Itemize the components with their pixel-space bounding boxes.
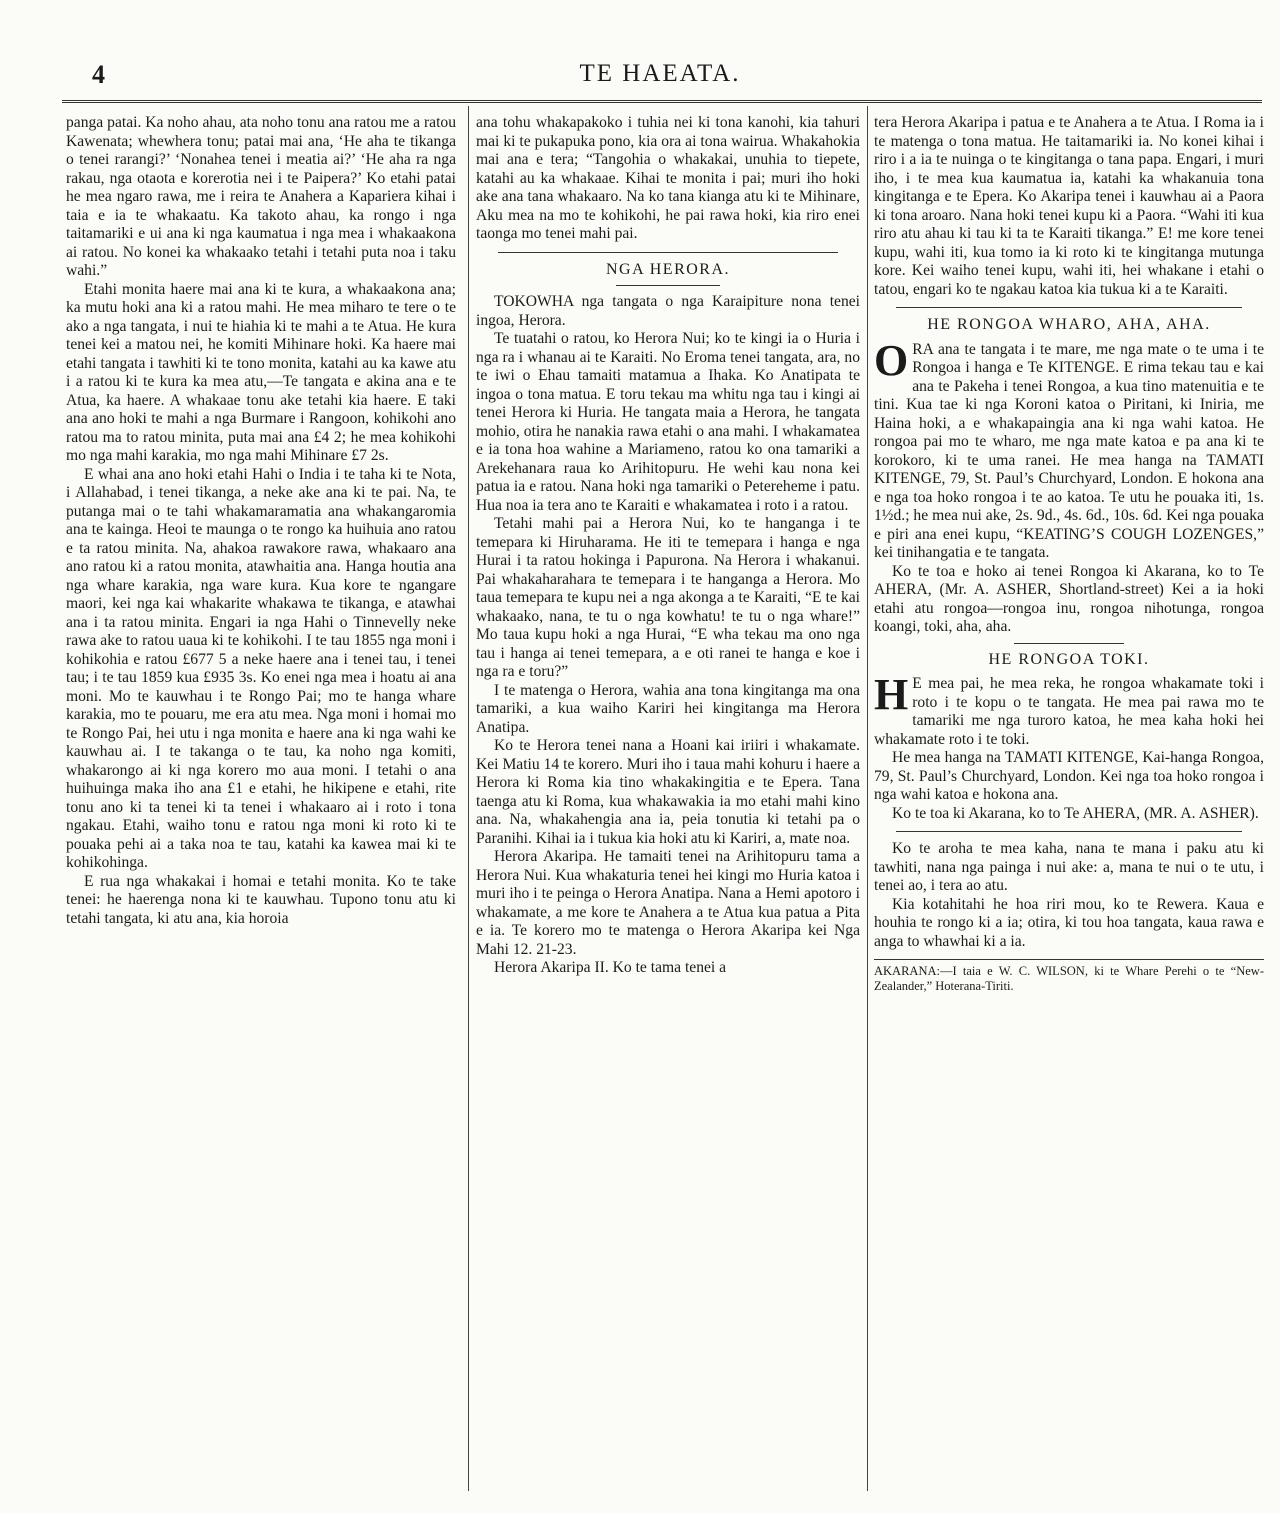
paragraph: ana tohu whakapakoko i tuhia nei ki tona kanohi, kia tahuri mai ki te pukapuka pono, kia ora ai tona wairua. Whakahokia mai ana e tera; “Tangohia o whakakai, unuhia to tiepete, katahi au ka whakaae. Kihai te monita i pai; muri iho hoki ake ana tana whakaaro. Na ko tana kianga atu ki te Mihinare, Aku mea na mo te kohikohi, he pai rawa hoki, kia riro enei taonga mo tenei mahi pai. [476,114,860,242]
column-2 [476,114,860,978]
paragraph: Herora Akaripa II. Ko te tama tenei a [494,959,727,976]
paragraph: Tetahi mahi pai a Herora Nui, ko te hanganga i te temepara ki Hiruharama. He iti te temepara i hanga e nga Hurai i ta ratou hokinga i Papurona. Na Herora i whakanui. Pai whakaharahara te temepara i te hanganga a Herora. Mo taua temepara te kupu nei a nga akonga a te Karaiti, “E te kai whakaako, nana, te tu o nga kowhatu! te tu o nga whare!” Mo taua kupu hoki a nga Hurai, “E wha tekau ma ono nga tau i hanga ai tenei temepara, a e oti ranei te hanga e koe i nga ra e toru?” [476,515,860,680]
column-1 [66,114,456,928]
paragraph: panga patai. Ka noho ahau, ata noho tonu ana ratou me a ratou Kawenata; whewhera tonu; patai mai ana, ‘He aha te tikanga o tenei rarangi?’ ‘Nonahea tenei i meatia ai?’ ‘He aha ra nga rakau, nga otaota e korerotia nei i te Paipera?’ Ko etahi patai he mea ngaro rawa, me i reira te Anahera a Kapariera kihai i taia e ia te whakaatu. Ka takoto ahau, ka rongo i nga taitamariki e ui ana ki nga kaumatua i nga mea i whakaakona ai ratou. No konei ka whakaako tetahi i tetahi puta noa i taku wahi.” [66,114,456,279]
paragraph: Herora Akaripa. He tamaiti tenei na Arihitopuru tama a Herora Nui. Kua whakaturia tenei hei kingi mo Huria katoa i muri iho i te peinga o Herora Anatipa. Nana a Hemi apotoro i whakamate, a me kore te Anahera a te Atua kua patua a Pita e ia. Te korero mo te matenga o Herora Akaripa kei Nga Mahi 12. 21-23. [476,848,860,958]
advert-paragraph: ORA ana te tangata i te mare, me nga mate o te uma i te Rongoa i hanga e Te KITENGE. E rima tekau tau e kai ana te Pakeha i tenei Rongoa, a kua tino matenuitia e te tini. Kua tae ki nga Koroni katoa o Piritani, ki Iniria, me Haina hoki, a e whakapaingia ana ki nga wahi katoa. He rongoa pai mo te wharo, me nga mate katoa e pa ana ki te korokoro, ki te uma ranei. He mea hanga na TAMATI KITENGE, 79, St. Paul’s Churchyard, London. E hokona ana e nga toa hoko rongoa i te ao katoa. Te utu he pouaka iti, 1s. 1½d.; he mea nui ake, 2s. 9d., 4s. 6d., 10s. 6d. Kei nga pouaka e piri ana enei kupu, “KEATING’S COUGH LOZENGES,” kei tinihangatia e te tangata. [874,335,1264,561]
column-divider [867,106,868,1491]
section-rule [498,252,838,253]
paragraph: E rua nga whakakai i homai e tetahi monita. Ko te take tenei: he haerenga nona ki te kauwhau. Tupono tonu atu ki tetahi tangata, ki atu ana, kia horoia [66,872,456,927]
paragraph: I te matenga o Herora, wahia ana tona kingitanga ma ona tamariki, a kua waiho Kariri hei kingitanga ma Herora Anatipa. [476,681,860,736]
paragraph: Etahi monita haere mai ana ki te kura, a whakaakona ana; ka mutu hoki ana ki a ratou mahi. He mea miharo te tere o te ako a nga tangata, i nui te hiahia ki te mahi a te Atua. He kura tenei kei a matou nei, he komiti Mihinare hoki. Ka haere mai etahi tangata i tawhiti ki te tono monita, katahi au ka kawe atu i a ratou ki te kura ka mea atu,—Te tangata e akina ana e te Atua, ka haere. A whakaae tonu ake tetahi kia haere. E taki ana ano hoki te mahi a nga Burmare i Rangoon, kohikohi ano ratou ma to ratou minita, puta mai ana £4 2; he mea kohikohi mo nga mahi karakia, mo nga mahi Mihinare £7 2s. [66,280,456,464]
section-heading: HE RONGOA WHARO, AHA, AHA. [927,316,1211,333]
paragraph: Te tuatahi o ratou, ko Herora Nui; ko te kingi ia o Huria i nga ra i whanau ai te Karaiti. No Eroma tenei tangata, ara, no te iwi o Ehau tamaiti matamua a Ihaka. Ko Anatipata te ingoa o tona matua. E toru tekau ma whitu nga tau i kingi ai tenei Herora ki Huria. He tangata maia a Herora, he tangata mohio, otira he nanakia rawa etahi o ana mahi. I whakamatea e ia tona hoa wahine a Mariameno, ratou ko ona tamariki a Arekehanara raua ko Arihitopuru. He wehi kau nona kei patua ia e ratou. Nana hoki nga tamariki o Petereheme i patu. Hua noa ia tera ano te Karaiti e whakamatea i roto i a ratou. [476,330,860,514]
section-rule [896,831,1242,832]
page-header [62,52,1258,92]
masthead-title: TE HAEATA. [579,60,741,87]
header-rule [62,100,1262,105]
paragraph: E whai ana ano hoki etahi Hahi o India i te taha ki te Nota, i Allahabad, i tenei tikanga, a neke ake ana ki te pai. Na, te putanga mai o te tahi whakamaramatia ana whakangaromia ana te kainga. Heoi te maunga o te rongo ka huihuia ano ratou e ta ratou minita. Na, ahakoa rawakore rawa, whakaaro ana ano ratou ki a ratou monita, atawhaitia ana. Hanga houtia ana nga whare karakia, nga ware kura. Kua kore te ngangare maori, kei nga kai whakarite whakawa te tikanga, e atawhai ana i ta ratou minita. Engari ia nga Hahi o Tinnevelly neke rawa ake to ratou uaua ki te kohikohi. I te tau 1855 nga moni i kohikohia e ratou £677 5 a neke haere ana i tenei tau, i tenei tau; i te tau 1859 kua £935 3s. Ko enei nga mea i hoatu ai ana moni. Mo te kauwhau i te Rongo Pai; mo te hanga whare karakia, mo te pouaru, me era atu mea. Nga moni i homai mo te Rongo Pai, hei utu i nga monita e haere ana ki nga wahi ke kauwhau ai. I te takanga o te tau, ka noho nga komiti, whakarongo ai ki nga korero mo aua moni. I tetahi o ana huihuinga maka iho ana £1 e etahi, he hikipene e etahi, rite tonu ano ki ta tenei ki ta tenei i whakaaro ai i roto i tona ngakau. Etahi, waiho tonu e ratou nga moni ki roto ki te pouaka pehi ai a taka noa te tau, katahi ka kawea mai ki te kohikohinga. [66,465,456,871]
section-heading: HE RONGOA TOKI. [988,650,1150,668]
section-rule [896,307,1242,308]
paragraph: Ko te Herora tenei nana a Hoani kai iriiri i whakamate. Kei Matiu 14 te korero. Muri iho i taua mahi kohuru i haere a Herora ki Roma kia tino whakakingitia e te Epera. Tana taenga atu ki Roma, kua whakawakia ia mo etahi mahi kino ana. Na, whakahengia ana ia, peia tonutia ki tetahi pa o Paranihi. Kihai ia i tukua kia hoki atu ki Kariri, a, mate noa. [476,737,860,847]
section-rule [1014,643,1124,644]
paragraph: TOKOWHA nga tangata o nga Karaipiture nona tenei ingoa, Herora. [476,293,860,329]
section-heading: NGA HERORA. [605,260,731,278]
paragraph: Ko te aroha te mea kaha, nana te mana i paku atu ki tawhiti, nana nga painga i nui ake: a, mana te nui o te utu, i tenei ao, i tera ao atu. [874,840,1264,894]
heading-rule [616,285,720,286]
paragraph: Ko te toa ki Akarana, ko to Te AHERA, (MR. A. ASHER). [892,804,1259,822]
drop-cap: O [874,335,909,385]
column-3 [874,114,1264,994]
paragraph: Ko te toa e hoko ai tenei Rongoa ki Akarana, ko to Te AHERA, (Mr. A. ASHER, Shortland-street) Kei a ia hoki etahi atu rongoa—rongoa inu, rongoa nihotunga, rongoa koangi, toki, aha, aha. [874,562,1264,635]
page-number: 4 [92,60,105,89]
paragraph: He mea hanga na TAMATI KITENGE, Kai-hanga Rongoa, 79, St. Paul’s Churchyard, London. Kei nga toa hoko rongoa i nga wahi katoa e hokona ana. [874,749,1264,803]
paragraph: Kia kotahitahi he hoa riri mou, ko te Rewera. Kaua e houhia te rongo ki a ia; otira, ki tou hoa tangata, kaua rawa e anga to whawhai ki a ia. [874,895,1264,950]
printer-imprint: AKARANA:—I taia e W. C. WILSON, ki te Whare Perehi o te “New-Zealander,” Hoterana-Tiriti. [874,959,1264,994]
column-divider [468,106,469,1491]
drop-cap: H [874,670,909,719]
paragraph: tera Herora Akaripa i patua e te Anahera a te Atua. I Roma ia i te matenga o tona matua. He taitamariki ia. No konei kihai i riro i a ia te nuinga o te kingitanga o tana papa. Engari, i muri iho, i te mea kua kaumatua ia, katahi ka whakanuia tona kingitanga e te Epera. Ko Akaripa tenei i kauwhau ai a Paora ki tona aroaro. Nana hoki tenei kupu ki a Paora. “Wahi iti kua riro atu ahau ki tau ki ta te Karaiti tikanga.” E! me kore tenei kupu, wahi iti, kua tomo ia ki roto ki te kingitanga mutunga kore. Kei waiho tenei kupu, wahi iti, hei whakane i etahi o tatou, engari ko te ngakau katoa kia tukua ki a te Karaiti. [874,114,1264,298]
advert-paragraph: H E mea pai, he mea reka, he rongoa whakamate toki i roto i te kopu o te tangata. He mea pai rawa mo te tamariki me nga turoro katoa, he mea kaha hoki hei whakamate roto i te toki. [874,670,1264,748]
